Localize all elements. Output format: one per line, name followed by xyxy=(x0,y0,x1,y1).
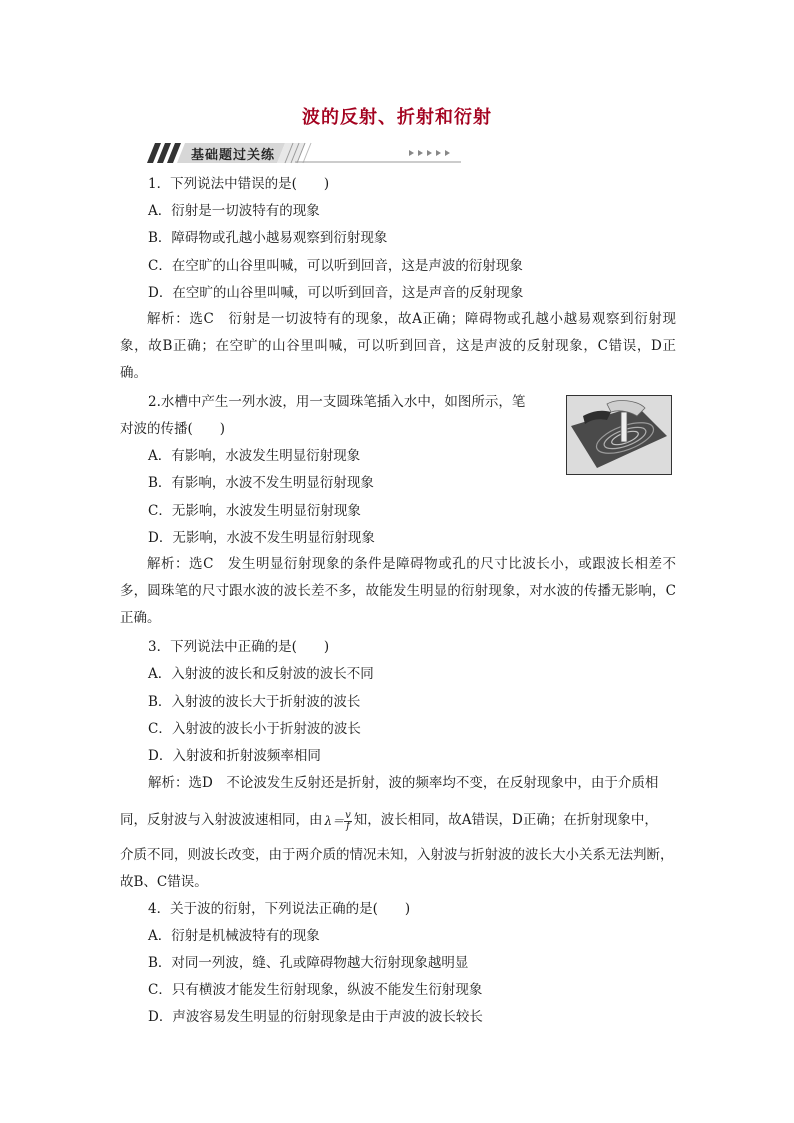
q3-analysis-line2-end: 知，波长相同，故A错误，D正确；在折射现象中， xyxy=(353,812,658,828)
q1-option-b: B．障碍物或孔越小越易观察到衍射现象 xyxy=(148,230,388,246)
q3-analysis-line4: 故B、C错误。 xyxy=(120,874,208,890)
section-banner-label: 基础题过关练 xyxy=(191,148,276,163)
q2-option-d: D．无影响，水波不发生明显衍射现象 xyxy=(148,530,375,546)
water-tank-figure xyxy=(566,395,672,475)
q1-option-a: A．衍射是一切波特有的现象 xyxy=(148,203,320,219)
formula-numerator: v xyxy=(345,809,351,821)
q3-option-b: B．入射波的波长大于折射波的波长 xyxy=(148,694,361,710)
q1-option-d: D．在空旷的山谷里叫喊，可以听到回音，这是声音的反射现象 xyxy=(148,285,524,301)
q4-option-a: A．衍射是机械波特有的现象 xyxy=(148,928,320,944)
formula-fraction xyxy=(344,811,352,832)
q4-stem: 4．关于波的衍射，下列说法正确的是( ) xyxy=(148,901,411,917)
q2-stem-line1: 2.水槽中产生一列水波，用一支圆珠笔插入水中，如图所示，笔 xyxy=(148,394,526,410)
q3-analysis-line2-start: 同，反射波与入射波波速相同，由 xyxy=(120,812,323,828)
q1-stem: 1．下列说法中错误的是( ) xyxy=(148,176,330,192)
q3-option-a: A．入射波的波长和反射波的波长不同 xyxy=(148,666,374,682)
wavelength-formula xyxy=(325,809,352,833)
q1-option-c: C．在空旷的山谷里叫喊，可以听到回音，这是声波的衍射现象 xyxy=(148,258,523,274)
q1-analysis: 解析：选C 衍射是一切波特有的现象，故A正确；障碍物或孔越小越易观察到衍射现象，故B正确；在空旷的山谷里叫喊，可以听到回音，这是声波的反射现象，C错误，D正确。 xyxy=(120,311,676,381)
q4-option-b: B．对同一列波，缝、孔或障碍物越大衍射现象越明显 xyxy=(148,955,469,971)
section-banner xyxy=(145,141,463,165)
q2-stem-line2: 对波的传播( ) xyxy=(120,421,226,437)
q2-option-c: C．无影响，水波发生明显衍射现象 xyxy=(148,503,361,519)
water-wave-pen-illustration-icon xyxy=(567,396,671,474)
q3-option-d: D．入射波和折射波频率相同 xyxy=(148,748,321,764)
q4-option-c: C．只有横波才能发生衍射现象，纵波不能发生衍射现象 xyxy=(148,982,483,998)
q2-option-b: B．有影响，水波不发生明显衍射现象 xyxy=(148,475,374,491)
q2-analysis: 解析：选C 发生明显衍射现象的条件是障碍物或孔的尺寸比波长小，或跟波长相差不多，圆珠笔的尺寸跟水波的波长差不多，故能发生明显的衍射现象，对水波的传播无影响，C正确。 xyxy=(120,556,676,626)
q4-option-d: D．声波容易发生明显的衍射现象是由于声波的波长较长 xyxy=(148,1009,483,1025)
q3-analysis-line2 xyxy=(120,808,658,833)
formula-lhs: λ＝ xyxy=(324,813,345,828)
page-title: 波的反射、折射和衍射 xyxy=(302,107,492,128)
formula-denominator: f xyxy=(346,820,350,832)
q3-analysis-line1: 解析：选D 不论波发生反射还是折射，波的频率均不变，在反射现象中，由于介质相 xyxy=(148,775,659,791)
q3-analysis-line3: 介质不同，则波长改变，由于两介质的情况未知，入射波与折射波的波长大小关系无法判断， xyxy=(120,847,674,863)
q3-stem: 3．下列说法中正确的是( ) xyxy=(148,639,330,655)
q3-option-c: C．入射波的波长小于折射波的波长 xyxy=(148,721,361,737)
q2-option-a: A．有影响，水波发生明显衍射现象 xyxy=(148,448,361,464)
